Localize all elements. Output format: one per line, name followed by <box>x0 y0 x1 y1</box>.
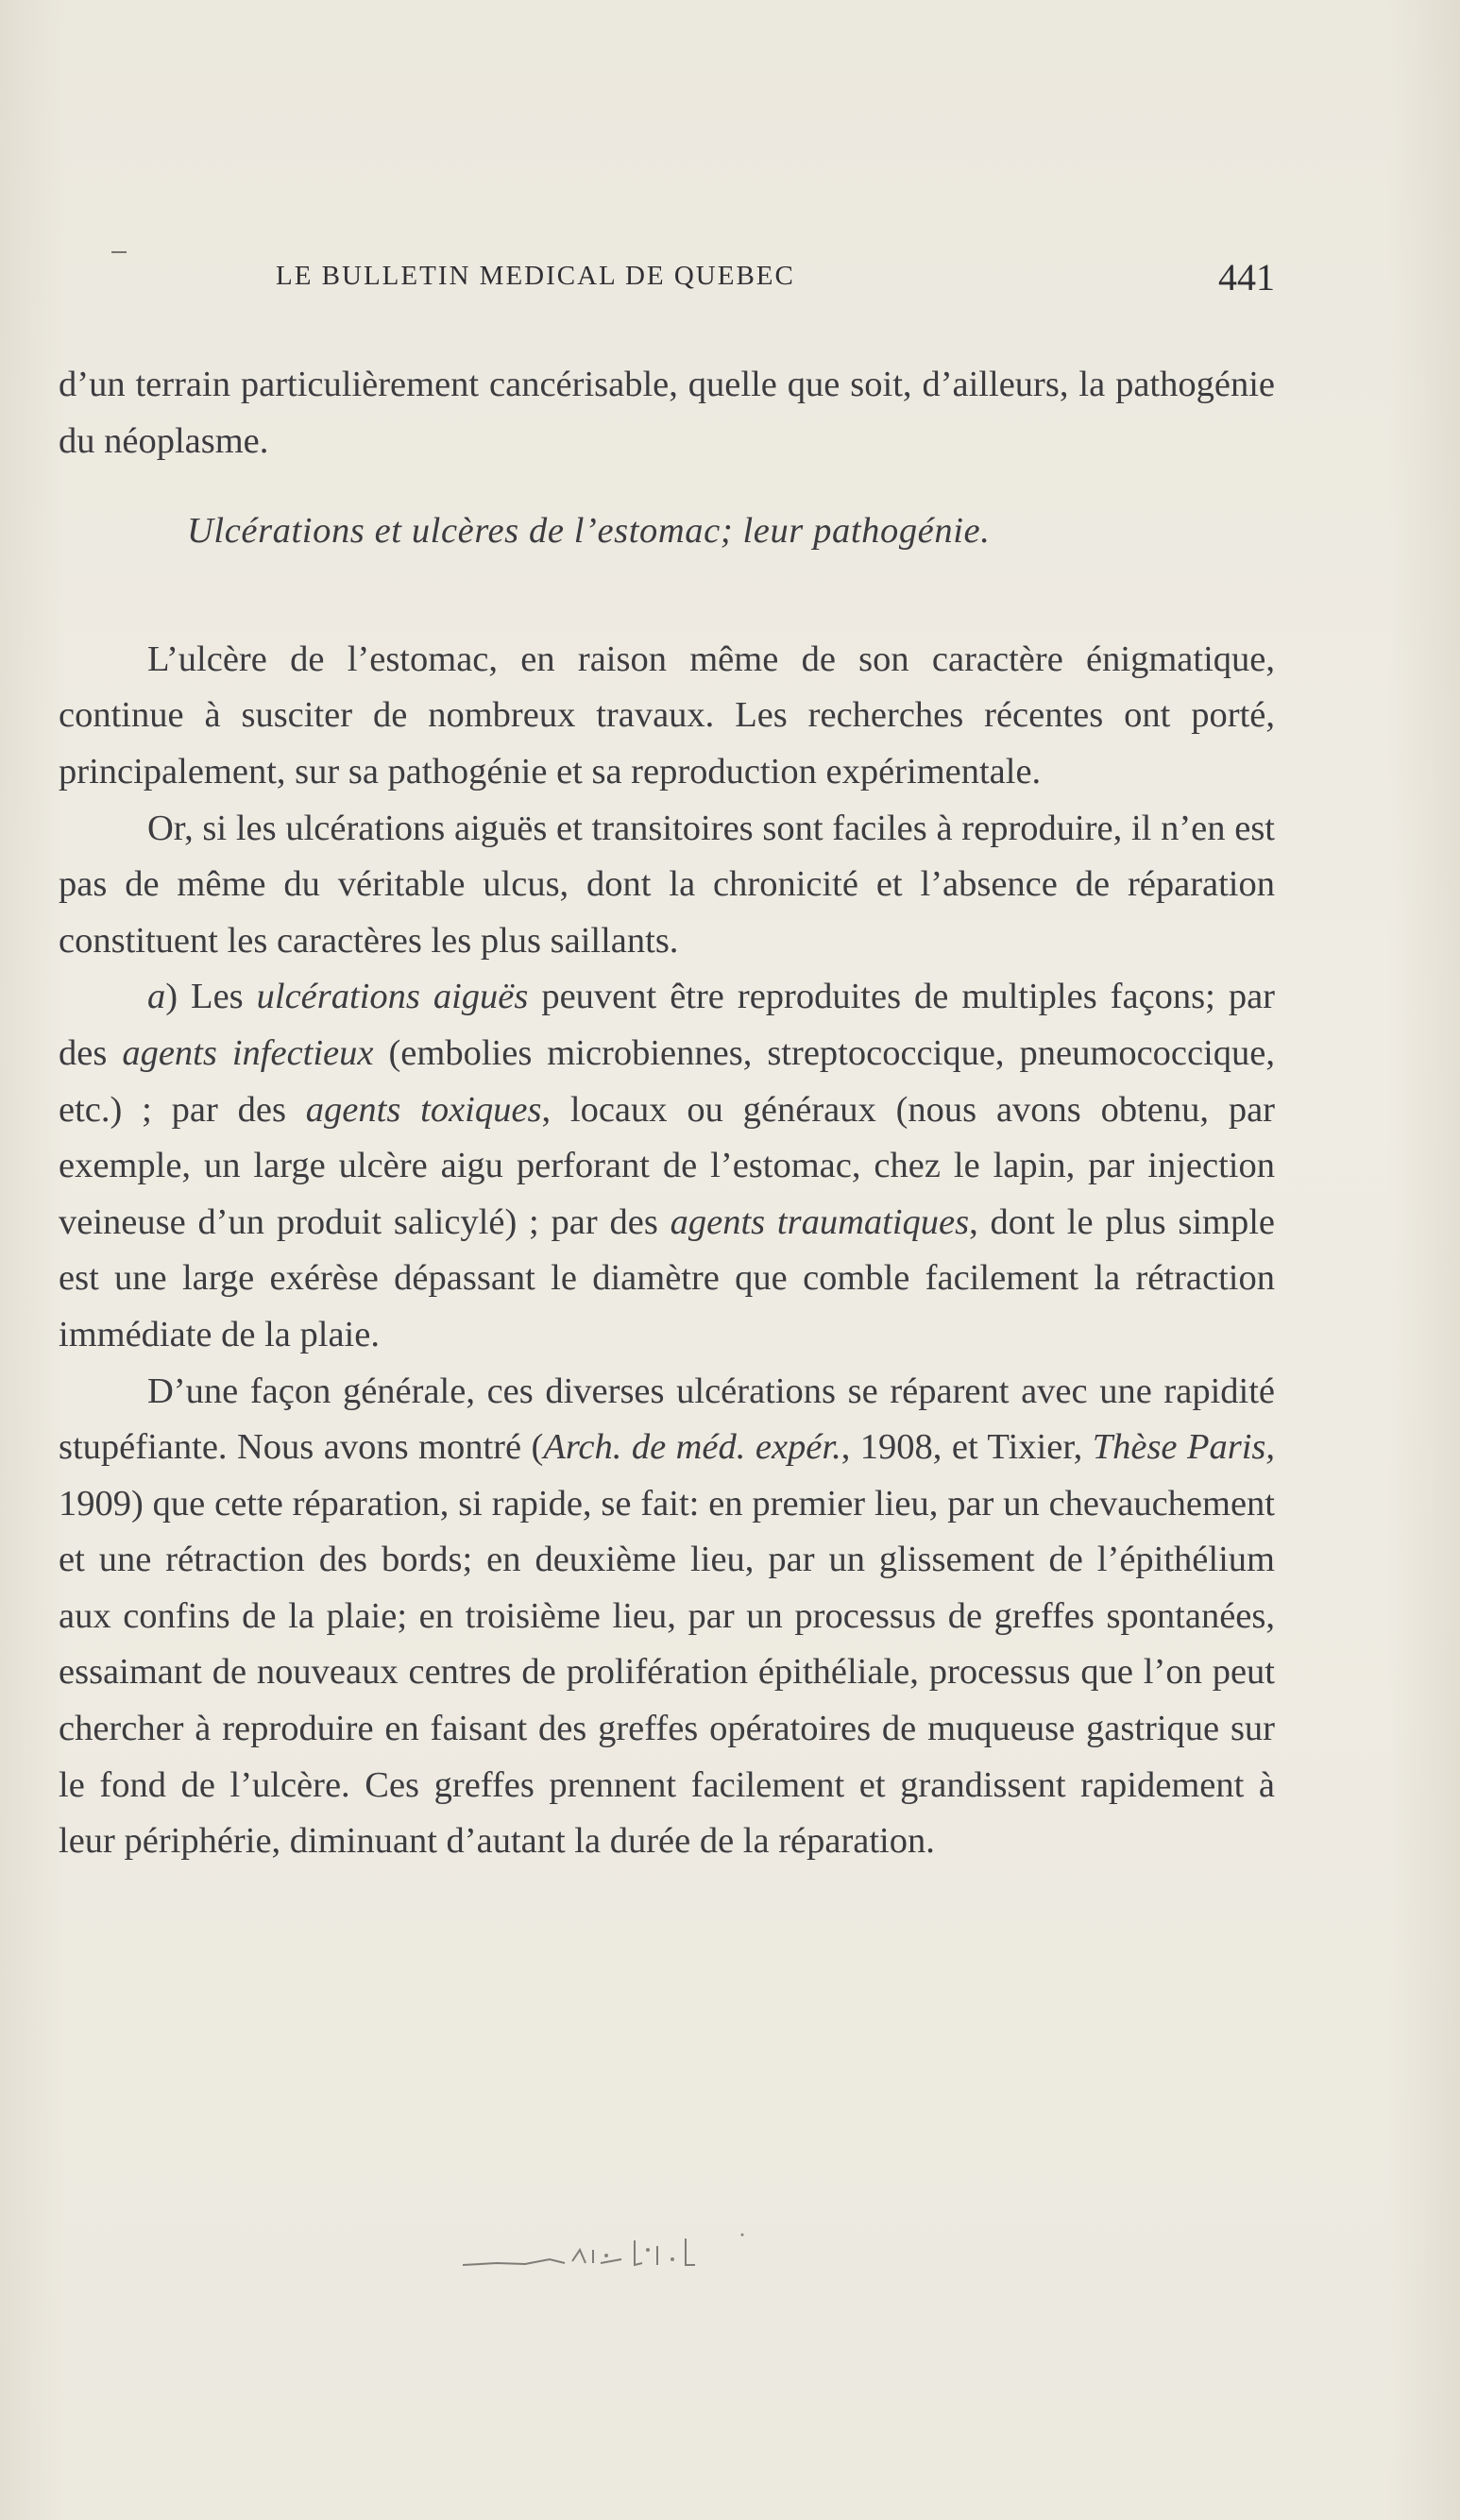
text-run: ) Les <box>165 977 257 1017</box>
text-run: , locaux ou généraux (nous avons obtenu, par exemple, un large ulcère aigu perforant de l’estomac, chez le lapin, par injection veineuse d’un produit salicylé) ; par des <box>59 1089 1275 1242</box>
citation-thesis: Thèse Paris, <box>1092 1427 1276 1468</box>
emphasis: agents infectieux <box>122 1032 374 1073</box>
text-run: D’une façon générale, ces diverses ulcérations se réparent avec une rapidité stupéfiante. Nous avons montré ( <box>59 1371 1275 1468</box>
emphasis: ulcérations aiguës <box>256 977 529 1017</box>
text-run: , dont le plus simple est une large exérèse dépassant le diamètre que comble facilement la rétraction immédiate de la plaie. <box>59 1201 1276 1354</box>
emphasis: agents toxiques <box>305 1089 542 1130</box>
paragraph-ulcer-intro: L’ulcère de l’estomac, en raison même de son caractère énigmatique, continue à susciter de nombreux travaux. Les recherches récentes ont porté, principalement, sur sa pathogénie et sa reproduction expérimentale. <box>59 639 1275 792</box>
ink-bleed-through-mark <box>459 2222 761 2278</box>
text-run: , 1908, et Tixier, <box>840 1427 1093 1468</box>
emphasis: agents traumatiques <box>670 1201 970 1242</box>
text-run: (embolies microbiennes, streptococcique, pneumococcique, etc.) ; par des <box>59 1032 1275 1130</box>
running-title: LE BULLETIN MEDICAL DE QUEBEC <box>276 261 795 291</box>
paragraph-repair <box>59 1364 1275 1870</box>
citation-journal: Arch. de méd. expér. <box>543 1427 841 1468</box>
section-heading: Ulcérations et ulcères de l’estomac; leur pathogénie. <box>187 511 991 552</box>
intro-paragraph: d’un terrain particulièrement cancérisable, quelle que soit, d’ailleurs, la pathogénie du néoplasme. <box>59 365 1275 461</box>
text-run: 1909) que cette réparation, si rapide, se fait: en premier lieu, par un chevauchement et une rétraction des bords; en deuxième lieu, par un glissement de l’épithélium aux confins de la plaie; en troisième lieu, par un processus de greffes spontanées, essaimant de nouveaux centres de prolifération épithéliale, processus que l’on peut chercher à reproduire en faisant des greffes opératoires de muqueuse gastrique sur le fond de l’ulcère. Ces greffes prennent facilement et grandissent rapidement à leur périphérie, diminuant d’autant la durée de la réparation. <box>59 1483 1275 1862</box>
text-run: peuvent être reproduites de multiples façons; par des <box>59 977 1275 1073</box>
margin-mark <box>111 251 127 253</box>
paragraph-acute-ulcerations: Or, si les ulcérations aiguës et transitoires sont faciles à reproduire, il n’en est pas de même du véritable ulcus, dont la chronicité et l’absence de réparation constituent les caractères les plus saillants. <box>59 808 1275 961</box>
body-text <box>59 357 1275 1870</box>
paragraph-reproduction-methods <box>59 969 1275 1363</box>
page-header <box>59 256 1275 308</box>
page-number: 441 <box>1218 256 1275 298</box>
list-marker: a <box>147 977 166 1017</box>
